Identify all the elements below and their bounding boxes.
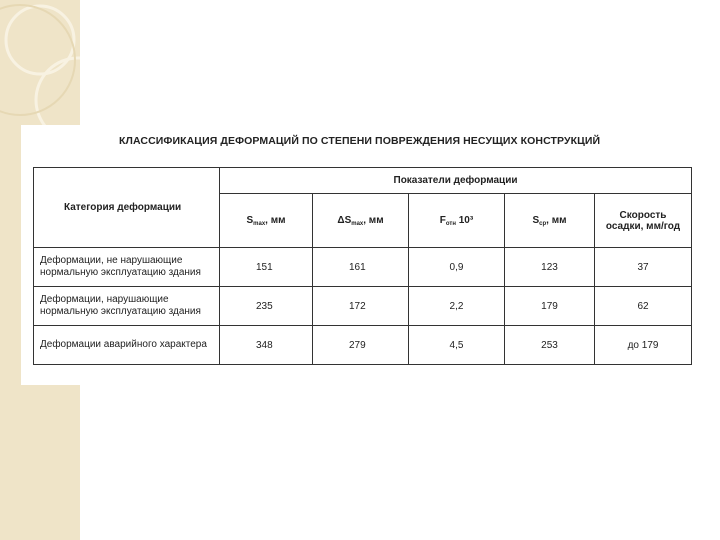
cell-value: 2,2	[409, 287, 505, 326]
cell-value: 151	[220, 248, 313, 287]
cell-value: 348	[220, 326, 313, 365]
cell-value: 179	[505, 287, 595, 326]
col-header-scp: $S_{ср}$, мм	[505, 194, 595, 248]
cell-value: 253	[505, 326, 595, 365]
cell-value: 123	[505, 248, 595, 287]
cell-value: 0,9	[409, 248, 505, 287]
col-header-speed: Скорость осадки, мм/год	[595, 194, 692, 248]
cell-value: 37	[595, 248, 692, 287]
table-row	[34, 287, 692, 326]
cell-value: 161	[313, 248, 409, 287]
table-row	[34, 248, 692, 287]
cell-value: 172	[313, 287, 409, 326]
cell-value: 235	[220, 287, 313, 326]
cell-value: 279	[313, 326, 409, 365]
deformation-table	[33, 167, 692, 365]
col-header-dsmax: $\Delta S_{max}$, мм	[313, 194, 409, 248]
cell-value: 4,5	[409, 326, 505, 365]
table-row	[34, 326, 692, 365]
col-header-fotn: $F_{отн}$ 10³	[409, 194, 505, 248]
header-indicators: Показатели деформации	[220, 168, 692, 194]
row-category: Деформации, нарушающие нормальную эксплуатацию здания	[34, 287, 220, 326]
cell-value: 62	[595, 287, 692, 326]
table-title: КЛАССИФИКАЦИЯ ДЕФОРМАЦИЙ ПО СТЕПЕНИ ПОВРЕЖДЕНИЯ НЕСУЩИХ КОНСТРУКЦИЙ	[119, 135, 601, 147]
cell-value: до 179	[595, 326, 692, 365]
row-category: Деформации аварийного характера	[34, 326, 220, 365]
row-category: Деформации, не нарушающие нормальную эксплуатацию здания	[34, 248, 220, 287]
col-header-smax: $S_{max}$, мм	[220, 194, 313, 248]
document-scan	[21, 125, 691, 385]
header-category: Категория деформации	[34, 168, 220, 248]
